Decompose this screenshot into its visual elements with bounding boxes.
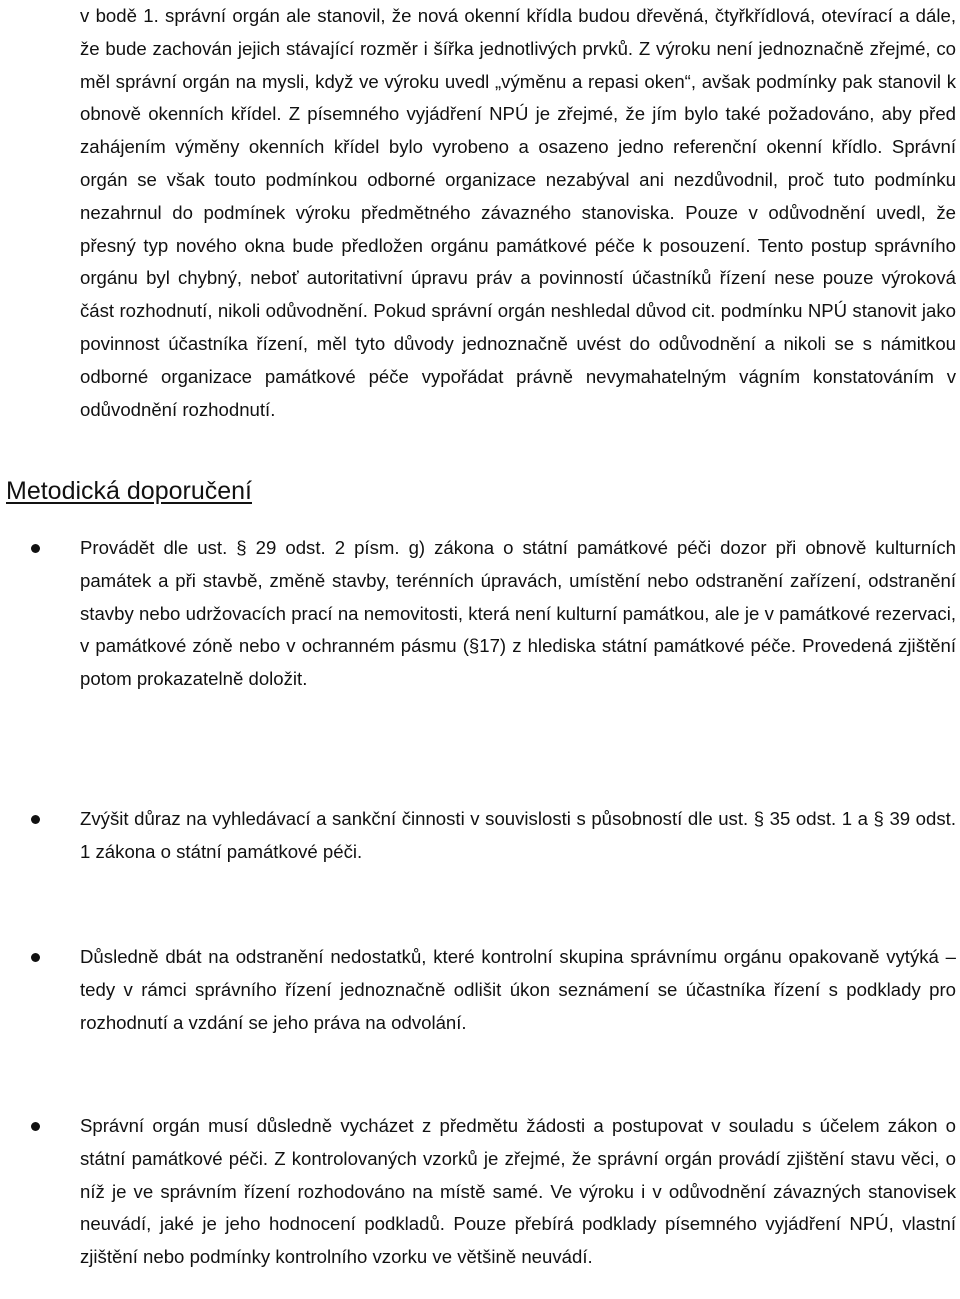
bullet-icon [31,815,40,824]
bullet-icon [31,953,40,962]
recommendation-text: Provádět dle ust. § 29 odst. 2 písm. g) zákona o státní památkové péči dozor při obnově kulturních památek a při stavbě, změně stavby, terénních úpravách, umístění nebo odstranění zařízení, odstranění stavby nebo udržovacích prací na nemovitosti, která není kulturní památkou, ale je v památkové rezervaci, v památkové zóně nebo v ochranném pásmu (§17) z hlediska státní památkové péče. Provedená zjištění potom prokazatelně doložit. [80,537,956,690]
recommendation-text: Správní orgán musí důsledně vycházet z předmětu žádosti a postupovat v souladu s účelem zákon o státní památkové péči. Z kontrolovaných vzorků je zřejmé, že správní orgán provádí zjištění stavu věci, o níž je ve správním řízení rozhodováno na místě samé. Ve výroku i v odůvodnění závazných stanovisek neuvádí, jaké je jeho hodnocení podkladů. Pouze přebírá podklady písemného vyjádření NPÚ, vlastní zjištění nebo podmínky kontrolního vzorku ve většině neuvádí. [80,1115,956,1268]
recommendation-text: Zvýšit důraz na vyhledávací a sankční činnosti v souvislosti s působností dle ust. § 35 odst. 1 a § 39 odst. 1 zákona o státní památkové péči. [80,808,956,862]
bullet-icon [31,1122,40,1131]
intro-paragraph: v bodě 1. správní orgán ale stanovil, že nová okenní křídla budou dřevěná, čtyřkřídlová, otevírací a dále, že bude zachován jejich stávající rozměr i šířka jednotlivých prvků. Z výroku není jednoznačně zřejmé, co měl správní orgán na mysli, když ve výroku uvedl „výměnu a repasi oken“, avšak podmínky pak stanovil k obnově okenních křídel. Z písemného vyjádření NPÚ je zřejmé, že jím bylo také požadováno, aby před zahájením výměny okenních křídel bylo vyrobeno a osazeno jedno referenční okenní křídlo. Správní orgán se však touto podmínkou odborné organizace nezabýval ani nezdůvodnil, proč tuto podmínku nezahrnul do podmínek výroku předmětného závazného stanoviska. Pouze v odůvodnění uvedl, že přesný typ nového okna bude předložen orgánu památkové péče k posouzení. Tento postup správního orgánu byl chybný, neboť autoritativní úpravu práv a povinností účastníků řízení nese pouze výroková část rozhodnutí, nikoli odůvodnění. Pokud správní orgán neshledal důvod cit. podmínku NPÚ stanovit jako povinnost účastníka řízení, měl tyto důvody jednoznačně uvést do odůvodnění a nikoli se s námitkou odborné organizace památkové péče vypořádat právně nevymahatelným vágním konstatováním v odůvodnění rozhodnutí. [80,5,956,420]
bullet-icon [31,544,40,553]
section-heading: Metodická doporučení [6,477,252,505]
recommendation-text: Důsledně dbát na odstranění nedostatků, které kontrolní skupina správnímu orgánu opakovaně vytýká – tedy v rámci správního řízení jednoznačně odlišit úkon seznámení se účastníka řízení s podklady pro rozhodnutí a vzdání se jeho práva na odvolání. [80,946,956,1033]
